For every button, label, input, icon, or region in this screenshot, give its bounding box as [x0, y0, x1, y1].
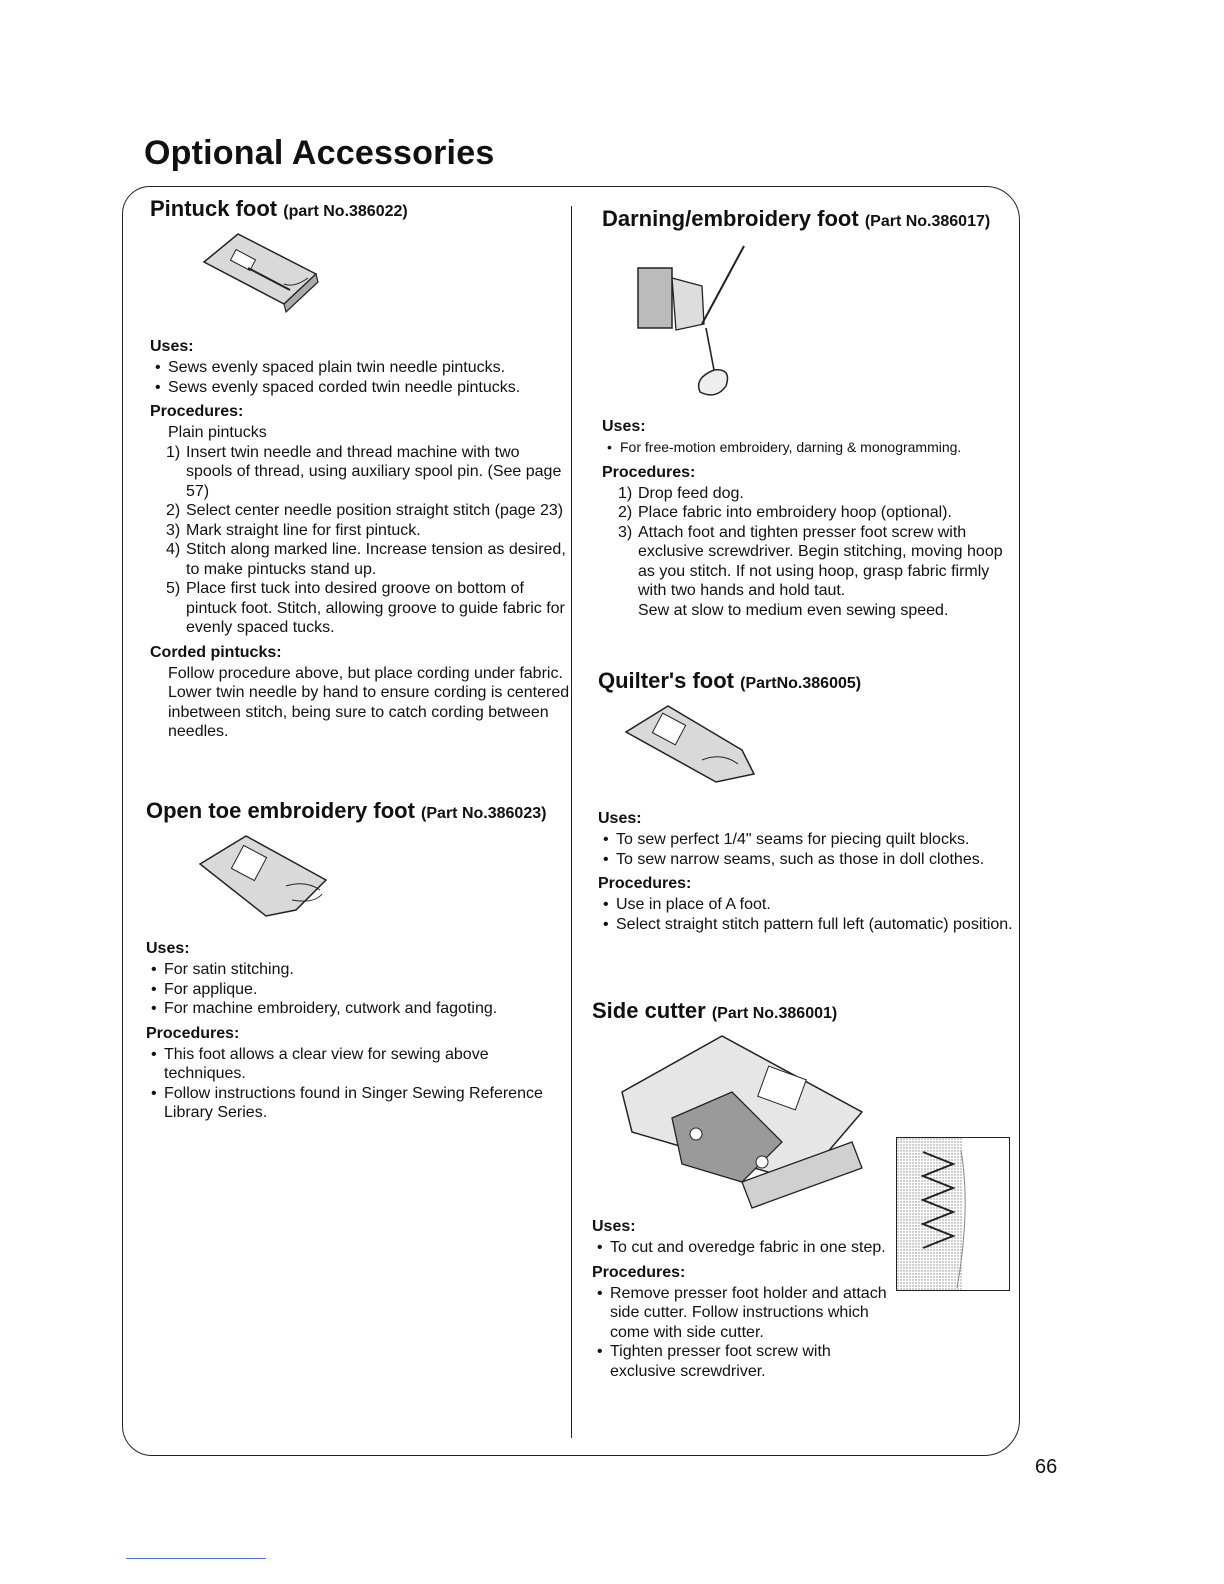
open-toe-uses-label: Uses:	[146, 940, 190, 957]
list-item: • Sews evenly spaced plain twin needle pintucks.	[152, 358, 570, 378]
pintuck-heading	[150, 196, 570, 222]
step-text: Attach foot and tighten presser foot screw with exclusive screwdriver. Begin stitching, moving hoop as you stitch. If not using hoop, grasp fabric firmly with two hands and hold taut.	[638, 523, 1003, 599]
side-cutter-part-number: (Part No.386001)	[711, 1005, 838, 1022]
pintuck-section	[150, 196, 570, 742]
open-toe-uses-list	[146, 960, 570, 1019]
step-number: 1)	[166, 443, 181, 461]
list-item	[166, 540, 570, 579]
list-item: • To cut and overedge fabric in one step.	[594, 1238, 892, 1258]
quilter-procedures-label: Procedures:	[598, 875, 692, 892]
corded-pintucks-label: Corded pintucks:	[150, 643, 282, 661]
side-cutter-procedures-list	[592, 1284, 892, 1382]
list-item: • To sew perfect 1/4" seams for piecing quilt blocks.	[600, 830, 1016, 850]
list-item	[618, 523, 1014, 601]
list-item	[166, 443, 570, 502]
darning-section	[602, 206, 1014, 620]
zigzag-stitch-icon	[897, 1138, 1009, 1290]
side-cutter-procedures-label: Procedures:	[592, 1263, 686, 1281]
page-title: Optional Accessories	[144, 134, 495, 172]
open-toe-procedures-label: Procedures:	[146, 1024, 240, 1042]
quilter-section	[598, 668, 1016, 934]
pintuck-title: Pintuck foot	[150, 196, 278, 221]
open-toe-title: Open toe embroidery foot	[146, 798, 415, 823]
list-item: • Follow instructions found in Singer Sewing Reference Library Series.	[148, 1084, 570, 1123]
pintuck-procedures-label: Procedures:	[150, 403, 244, 420]
step-number: 3)	[166, 521, 181, 539]
side-cutter-uses-label: Uses:	[592, 1218, 636, 1235]
darning-speed-note: Sew at slow to medium even sewing speed.	[638, 601, 949, 619]
list-item	[618, 484, 1014, 504]
open-toe-foot-illustration	[196, 830, 376, 930]
list-item	[166, 579, 570, 638]
open-toe-section	[146, 798, 570, 1123]
list-item	[166, 501, 570, 521]
column-divider	[571, 206, 572, 1438]
list-item: • For satin stitching.	[148, 960, 570, 980]
step-text: Mark straight line for first pintuck.	[186, 521, 421, 539]
darning-uses-label: Uses:	[602, 418, 646, 435]
quilter-part-number: (PartNo.386005)	[740, 675, 862, 692]
step-number: 5)	[166, 580, 181, 597]
list-item: • This foot allows a clear view for sewing above techniques.	[148, 1045, 570, 1084]
list-item: • Use in place of A foot.	[600, 895, 1016, 915]
step-number: 2)	[618, 504, 633, 521]
open-toe-procedures-list	[146, 1045, 570, 1123]
list-item: • For applique.	[148, 980, 570, 1000]
quilter-uses-label: Uses:	[598, 810, 642, 827]
pintuck-uses-list	[150, 358, 570, 397]
quilter-uses-list	[598, 830, 1016, 869]
list-item	[618, 503, 1014, 523]
step-number: 3)	[618, 523, 633, 541]
darning-part-number: (Part No.386017)	[864, 213, 991, 230]
step-text: Place first tuck into desired groove on bottom of pintuck foot. Stitch, allowing groove to guide fabric for evenly spaced tucks.	[186, 580, 565, 636]
list-item: • Remove presser foot holder and attach side cutter. Follow instructions which come with side cutter.	[594, 1284, 892, 1343]
list-item: • Sews evenly spaced corded twin needle pintucks.	[152, 378, 570, 398]
page-number: 66	[1035, 1456, 1058, 1478]
plain-pintucks-label: Plain pintucks	[168, 424, 267, 441]
darning-procedures-label: Procedures:	[602, 463, 696, 481]
overedge-stitch-sample	[896, 1137, 1010, 1291]
side-cutter-section	[592, 998, 892, 1381]
side-cutter-uses-list	[592, 1238, 892, 1258]
side-cutter-illustration	[612, 1032, 882, 1212]
side-cutter-title: Side cutter	[592, 998, 706, 1023]
quilter-heading	[598, 668, 1016, 694]
list-item: • To sew narrow seams, such as those in doll clothes.	[600, 850, 1016, 870]
list-item	[166, 521, 570, 541]
step-number: 1)	[618, 484, 633, 502]
list-item: • For machine embroidery, cutwork and fagoting.	[148, 999, 570, 1019]
list-item: • For free-motion embroidery, darning & monogramming.	[604, 438, 1014, 458]
step-text: Select center needle position straight stitch (page 23)	[186, 502, 564, 519]
open-toe-part-number: (Part No.386023)	[421, 805, 547, 822]
side-cutter-heading	[592, 998, 892, 1024]
step-text: Place fabric into embroidery hoop (optional).	[638, 504, 952, 521]
pintuck-steps	[150, 443, 570, 638]
step-text: Stitch along marked line. Increase tension as desired, to make pintucks stand up.	[186, 541, 566, 578]
darning-steps	[602, 484, 1014, 601]
open-toe-heading	[146, 798, 570, 824]
corded-pintucks-text: Follow procedure above, but place cording under fabric. Lower twin needle by hand to ensure cording is centered inbetween stitch, being sure to catch cording between needles.	[168, 664, 570, 740]
darning-uses-list	[602, 438, 1014, 458]
footnote-rule	[126, 1558, 266, 1559]
step-text: Insert twin needle and thread machine with two spools of thread, using auxiliary spool pin. (See page 57)	[186, 443, 562, 500]
darning-title: Darning/embroidery foot	[602, 206, 859, 231]
list-item: • Tighten presser foot screw with exclusive screwdriver.	[594, 1342, 892, 1381]
step-text: Drop feed dog.	[638, 484, 744, 502]
step-number: 2)	[166, 502, 181, 519]
quilter-procedures-list	[598, 895, 1016, 934]
quilter-foot-illustration	[622, 700, 772, 800]
darning-foot-illustration	[632, 238, 762, 408]
list-item: • Select straight stitch pattern full left (automatic) position.	[600, 915, 1016, 935]
quilter-title: Quilter's foot	[598, 668, 735, 693]
step-number: 4)	[166, 541, 181, 558]
pintuck-foot-illustration	[198, 228, 358, 328]
pintuck-uses-label: Uses:	[150, 338, 194, 355]
darning-heading	[602, 206, 1014, 232]
pintuck-part-number: (part No.386022)	[283, 203, 408, 220]
